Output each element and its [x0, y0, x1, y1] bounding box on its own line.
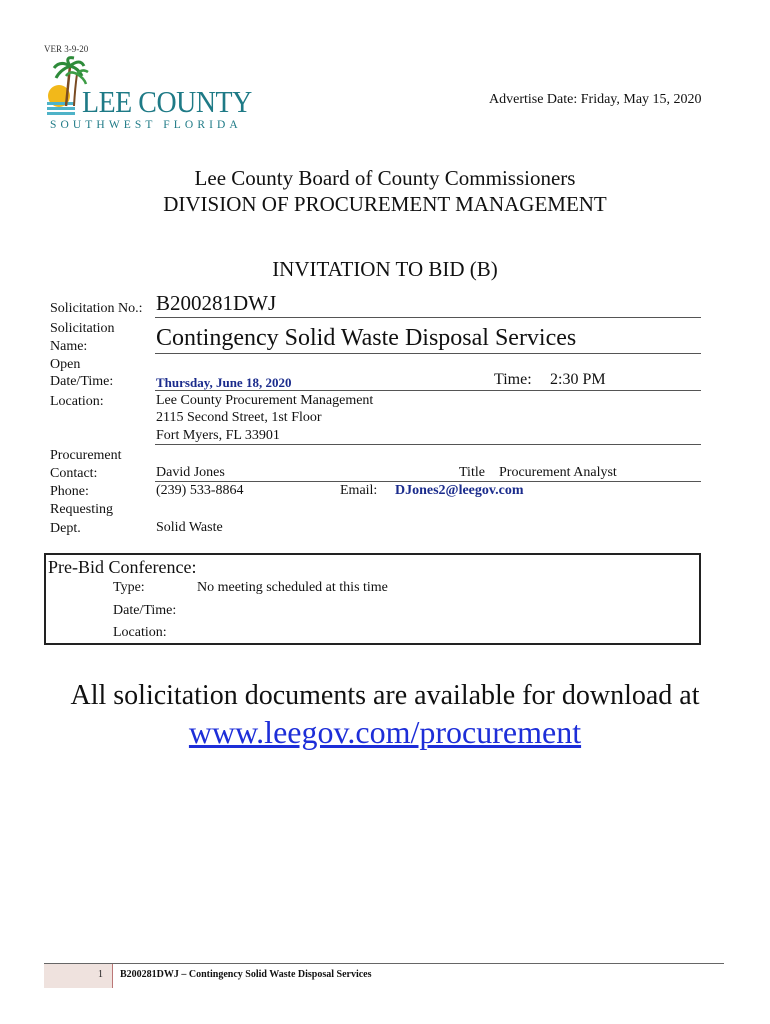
solicitation-name-label-1: Solicitation [50, 321, 115, 336]
download-notice: All solicitation documents are available for download at [70, 680, 700, 711]
version-label: VER 3-9-20 [44, 44, 89, 54]
logo-wordmark: LEE COUNTY [82, 84, 252, 119]
solicitation-name-value: Contingency Solid Waste Disposal Services [156, 325, 577, 351]
division-title: DIVISION OF PROCUREMENT MANAGEMENT [163, 192, 607, 216]
phone-label: Phone: [50, 484, 89, 499]
time-value: 2:30 PM [550, 371, 606, 388]
dept-value: Solid Waste [156, 520, 223, 535]
page-number: 1 [98, 969, 103, 980]
prebid-datetime-label: Date/Time: [113, 603, 177, 618]
advertise-date: Advertise Date: Friday, May 15, 2020 [489, 92, 702, 107]
procurement-link[interactable]: www.leegov.com/procurement [188, 714, 582, 750]
contact-label-2: Contact: [50, 466, 98, 481]
prebid-type-label: Type: [113, 580, 145, 595]
footer-text: B200281DWJ – Contingency Solid Waste Disposal Services [120, 969, 372, 980]
board-title: Lee County Board of County Commissioners [194, 166, 576, 190]
open-label-1: Open [50, 357, 81, 372]
contact-label-1: Procurement [50, 448, 122, 463]
divider [155, 317, 701, 318]
dept-label-2: Dept. [50, 521, 81, 536]
solicitation-name-label-2: Name: [50, 339, 88, 354]
open-label-2: Date/Time: [50, 374, 114, 389]
contact-title-label: Title [459, 465, 485, 480]
open-date-value: Thursday, June 18, 2020 [156, 375, 292, 390]
email-link[interactable]: DJones2@leegov.com [395, 483, 524, 498]
location-line-3: Fort Myers, FL 33901 [156, 428, 280, 443]
email-label: Email: [340, 483, 378, 498]
footer-divider [44, 963, 724, 964]
procurement-link-wrap [0, 714, 770, 751]
solicitation-no-label: Solicitation No.: [50, 301, 143, 316]
contact-title-value: Procurement Analyst [499, 465, 617, 480]
dept-label-1: Requesting [50, 502, 113, 517]
divider [155, 390, 701, 391]
contact-name: David Jones [156, 465, 225, 480]
logo-subtitle: SOUTHWEST FLORIDA [50, 119, 242, 131]
divider [155, 444, 701, 445]
location-line-1: Lee County Procurement Management [156, 393, 374, 408]
divider [155, 353, 701, 354]
invitation-title: INVITATION TO BID (B) [272, 257, 498, 281]
divider [155, 481, 701, 482]
location-label: Location: [50, 394, 104, 409]
prebid-heading: Pre-Bid Conference: [48, 557, 197, 577]
prebid-location-label: Location: [113, 625, 167, 640]
location-line-2: 2115 Second Street, 1st Floor [156, 410, 322, 425]
solicitation-no-value: B200281DWJ [156, 291, 277, 315]
phone-value: (239) 533-8864 [156, 483, 244, 498]
time-label: Time: [494, 371, 532, 388]
prebid-type-value: No meeting scheduled at this time [197, 580, 388, 595]
